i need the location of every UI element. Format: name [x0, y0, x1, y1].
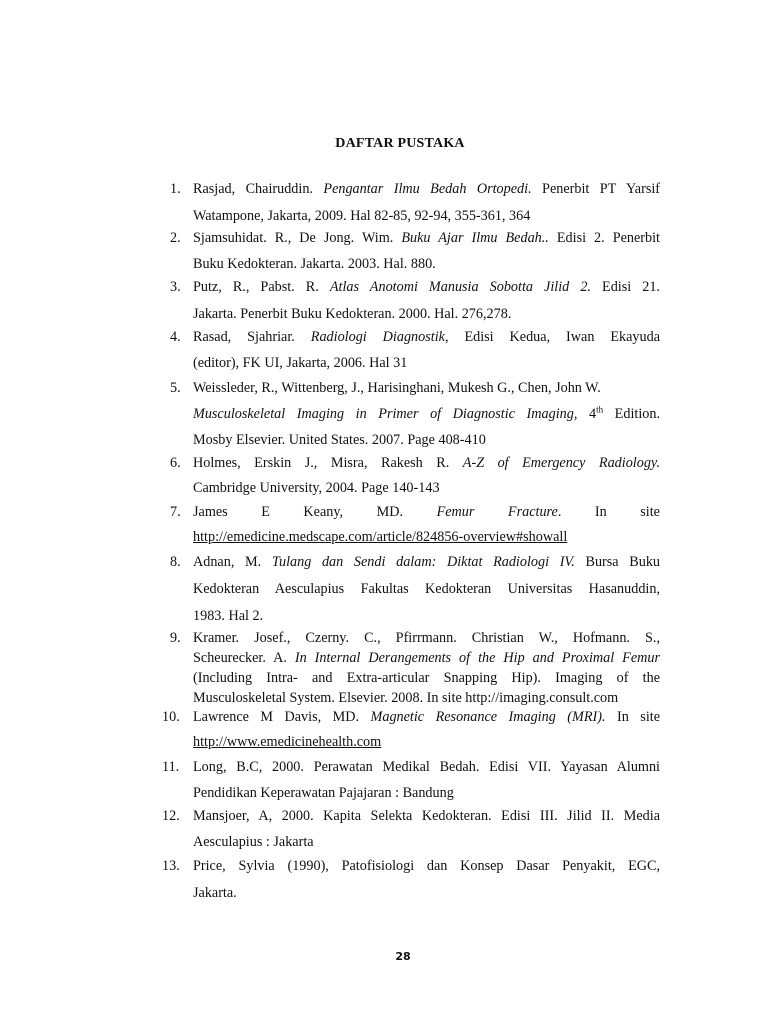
- reference-item: [170, 375, 660, 453]
- reference-number: 5.: [170, 380, 181, 396]
- reference-number: 13.: [162, 858, 180, 874]
- reference-item: [170, 176, 660, 230]
- reference-line: Musculoskeletal System. Elsevier. 2008. In site http://imaging.consult.com: [193, 690, 619, 706]
- reference-item: [170, 500, 660, 550]
- page-number: 28: [395, 950, 411, 963]
- reference-number: 9.: [170, 630, 181, 646]
- reference-number: 8.: [170, 554, 181, 570]
- reference-item: [170, 451, 660, 501]
- reference-link[interactable]: http://www.emedicinehealth.com: [193, 734, 382, 750]
- reference-item: [170, 549, 660, 630]
- reference-line: Jakarta.: [193, 885, 237, 901]
- reference-item: [170, 274, 660, 328]
- reference-item: [170, 225, 660, 277]
- reference-line: Price, Sylvia (1990), Patofisiologi dan Konsep Dasar Penyakit, EGC,: [193, 858, 660, 874]
- reference-item: [170, 324, 660, 376]
- reference-line: Aesculapius : Jakarta: [193, 834, 314, 850]
- reference-number: 11.: [162, 759, 180, 775]
- reference-line: Putz, R., Pabst. R. Atlas Anotomi Manusia Sobotta Jilid 2. Edisi 21.: [193, 279, 660, 295]
- reference-item: [162, 803, 660, 855]
- reference-line: Adnan, M. Tulang dan Sendi dalam: Diktat Radiologi IV. Bursa Buku: [193, 554, 661, 570]
- reference-line: (editor), FK UI, Jakarta, 2006. Hal 31: [193, 355, 408, 371]
- reference-line: Jakarta. Penerbit Buku Kedokteran. 2000. Hal. 276,278.: [193, 306, 512, 322]
- reference-line: Rasjad, Chairuddin. Pengantar Ilmu Bedah Ortopedi. Penerbit PT Yarsif: [193, 181, 661, 197]
- reference-line: 1983. Hal 2.: [193, 608, 264, 624]
- reference-number: 12.: [162, 808, 180, 824]
- reference-number: 2.: [170, 230, 181, 246]
- reference-line: Mosby Elsevier. United States. 2007. Page 408-410: [193, 432, 486, 448]
- reference-line: Musculoskeletal Imaging in Primer of Diagnostic Imaging, 4th Edition.: [193, 404, 661, 422]
- reference-number: 7.: [170, 504, 181, 520]
- reference-number: 3.: [170, 279, 181, 295]
- reference-line: Cambridge University, 2004. Page 140-143: [193, 480, 440, 496]
- reference-number: 10.: [162, 709, 180, 725]
- reference-link[interactable]: http://emedicine.medscape.com/article/824856-overview#showall: [193, 529, 568, 545]
- reference-line: James E Keany, MD. Femur Fracture. In site: [193, 504, 660, 520]
- reference-line: Rasad, Sjahriar. Radiologi Diagnostik, Edisi Kedua, Iwan Ekayuda: [193, 329, 660, 345]
- reference-line: (Including Intra- and Extra-articular Snapping Hip). Imaging of the: [193, 670, 660, 686]
- reference-line: Scheurecker. A. In Internal Derangements of the Hip and Proximal Femur: [193, 650, 660, 666]
- reference-item: [162, 754, 660, 806]
- reference-item: [162, 853, 660, 907]
- reference-line: Lawrence M Davis, MD. Magnetic Resonance Imaging (MRI). In site: [193, 709, 661, 725]
- reference-line: Buku Kedokteran. Jakarta. 2003. Hal. 880.: [193, 256, 436, 272]
- reference-line: Long, B.C, 2000. Perawatan Medikal Bedah. Edisi VII. Yayasan Alumni: [193, 759, 660, 775]
- reference-item: [170, 628, 660, 708]
- reference-line: Watampone, Jakarta, 2009. Hal 82-85, 92-94, 355-361, 364: [193, 208, 531, 224]
- reference-line: Pendidikan Keperawatan Pajajaran : Bandung: [193, 785, 454, 801]
- reference-number: 6.: [170, 455, 181, 471]
- reference-line: Sjamsuhidat. R., De Jong. Wim. Buku Ajar Ilmu Bedah.. Edisi 2. Penerbit: [193, 230, 661, 246]
- reference-line: Kedokteran Aesculapius Fakultas Kedokteran Universitas Hasanuddin,: [193, 581, 660, 597]
- reference-line: Mansjoer, A, 2000. Kapita Selekta Kedokteran. Edisi III. Jilid II. Media: [193, 808, 660, 824]
- reference-line: Weissleder, R., Wittenberg, J., Harisinghani, Mukesh G., Chen, John W.: [193, 380, 601, 396]
- reference-number: 4.: [170, 329, 181, 345]
- page-title: DAFTAR PUSTAKA: [335, 136, 465, 151]
- reference-line: Kramer. Josef., Czerny. C., Pfirrmann. Christian W., Hofmann. S.,: [193, 630, 660, 646]
- reference-number: 1.: [170, 181, 181, 197]
- reference-item: [162, 705, 661, 755]
- reference-line: Holmes, Erskin J., Misra, Rakesh R. A-Z of Emergency Radiology.: [193, 455, 660, 471]
